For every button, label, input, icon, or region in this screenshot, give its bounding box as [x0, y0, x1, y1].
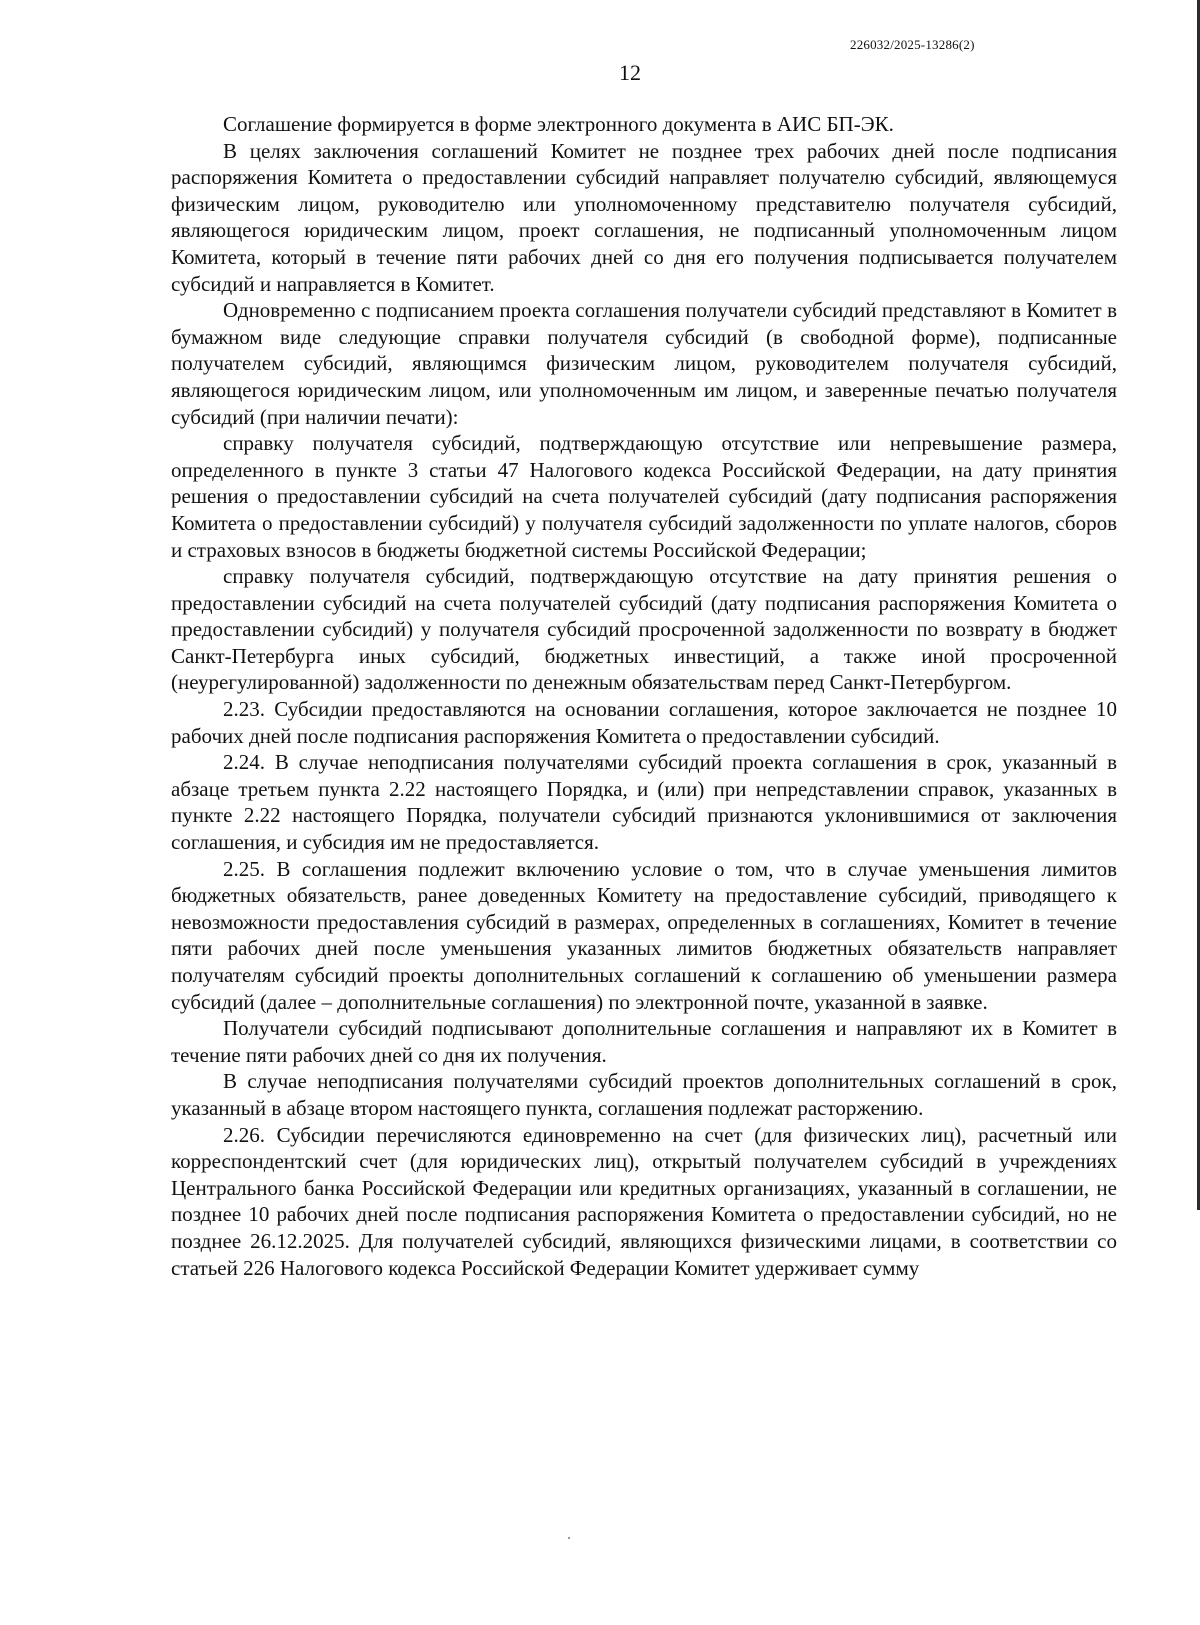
paragraph-agreement-form: Соглашение формируется в форме электронного документа в АИС БП-ЭК. [223, 112, 894, 136]
scan-artifact [568, 1537, 570, 1539]
paragraph-2-25: 2.25. В соглашения подлежит включению условие о том, что в случае уменьшения лимитов бюджетных обязательств, ранее доведенных Комитету на предоставление субсидий, приводящего к невозможности предоставления субсидий в размерах, определенных в соглашениях, Комитет в течение пяти рабочих дней после уменьшения указанных лимитов бюджетных обязательств направляет получателям субсидий проекты дополнительных соглашений к соглашению об уменьшении размера субсидий (далее – дополнительные соглашения) по электронной почте, указанной в заявке. [171, 856, 1117, 1014]
paragraph-additional-agreements-termination: В случае неподписания получателями субсидий проектов дополнительных соглашений в срок, указанный в абзаце втором настоящего пункта, соглашения подлежат расторжению. [171, 1069, 1117, 1120]
paragraph-additional-agreements-signing: Получатели субсидий подписывают дополнительные соглашения и направляют их в Комитет в течение пяти рабочих дней со дня их получения. [171, 1016, 1117, 1067]
document-registration-number: 226032/2025-13286(2) [850, 37, 975, 52]
page-number: 12 [619, 60, 641, 85]
paragraph-2-26: 2.26. Субсидии перечисляются единовременно на счет (для физических лиц), расчетный или корреспондентский счет (для юридических лиц), открытый получателем субсидий в учреждениях Центрального банка Российской Федерации или кредитных организациях, указанный в соглашении, не позднее 10 рабочих дней после подписания распоряжения Комитета о предоставлении субсидий, но не позднее 26.12.2025. Для получателей субсидий, являющихся физическими лицами, в соответствии со статьей 226 Налогового кодекса Российской Федерации Комитет удерживает сумму [171, 1122, 1117, 1280]
paragraph-2-24: 2.24. В случае неподписания получателями субсидий проекта соглашения в срок, указанный в абзаце третьем пункта 2.22 настоящего Порядка, и (или) при непредставлении справок, указанных в пункте 2.22 настоящего Порядка, получатели субсидий признаются уклонившимися от заключения соглашения, и субсидия им не предоставляется. [171, 750, 1117, 855]
paragraph-2-23: 2.23. Субсидии предоставляются на основании соглашения, которое заключается не позднее 10 рабочих дней после подписания распоряжения Комитета о предоставлении субсидий. [171, 697, 1117, 748]
document-body [171, 111, 1117, 1281]
paragraph-tax-certificate: справку получателя субсидий, подтверждающую отсутствие или непревышение размера, определенного в пункте 3 статьи 47 Налогового кодекса Российской Федерации, на дату принятия решения о предоставлении субсидий на счета получателей субсидий (дату подписания распоряжения Комитета о предоставлении субсидий) у получателя субсидий задолженности по уплате налогов, сборов и страховых взносов в бюджеты бюджетной системы Российской Федерации; [171, 431, 1117, 562]
paragraph-debt-certificate: справку получателя субсидий, подтверждающую отсутствие на дату принятия решения о предоставлении субсидий на счета получателей субсидий (дату подписания распоряжения Комитета о предоставлении субсидий) у получателя субсидий просроченной задолженности по возврату в бюджет Санкт-Петербурга иных субсидий, бюджетных инвестиций, а также иной просроченной (неурегулированной) задолженности по денежным обязательствам перед Санкт-Петербургом. [171, 564, 1117, 695]
paragraph-certificates-intro: Одновременно с подписанием проекта соглашения получатели субсидий представляют в Комитет в бумажном виде следующие справки получателя субсидий (в свободной форме), подписанные получателем субсидий, являющимся физическим лицом, руководителем получателя субсидий, являющегося юридическим лицом, или уполномоченным им лицом, и заверенные печатью получателя субсидий (при наличии печати): [171, 298, 1117, 429]
paragraph-agreement-procedure: В целях заключения соглашений Комитет не позднее трех рабочих дней после подписания распоряжения Комитета о предоставлении субсидий направляет получателю субсидий, являющемуся физическим лицом, руководителю или уполномоченному представителю получателя субсидий, являющегося юридическим лицом, проект соглашения, не подписанный уполномоченным лицом Комитета, который в течение пяти рабочих дней со дня его получения подписывается получателем субсидий и направляется в Комитет. [171, 138, 1117, 296]
